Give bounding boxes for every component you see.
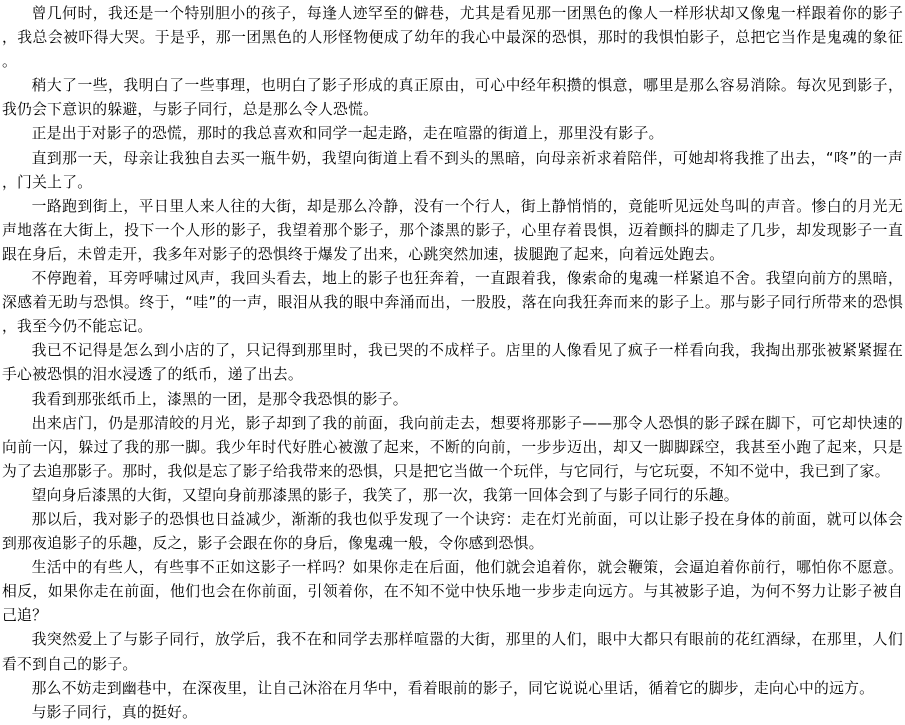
- paragraph: 我突然爱上了与影子同行，放学后，我不在和同学去那样喧嚣的大街，那里的人们，眼中大都只有眼前的花红酒绿，在那里，人们看不到自己的影子。: [2, 631, 903, 673]
- paragraph: 那么不妨走到幽巷中，在深夜里，让自己沐浴在月华中，看着眼前的影子，同它说说心里话，循着它的脚步，走向心中的远方。: [31, 679, 875, 697]
- paragraph: 曾几何时，我还是一个特别胆小的孩子，每逢人迹罕至的僻巷，尤其是看见那一团黑色的像人一样形状却又像鬼一样跟着你的影子，我总会被吓得大哭。于是乎，那一团黑色的人形怪物便成了幼年的我心中最深的恐惧，那时的我惧怕影子，总把它当作是鬼魂的象征。: [2, 5, 903, 71]
- paragraph: 一路跑到街上，平日里人来人往的大街，却是那么冷静，没有一个行人，街上静悄悄的，竟能听见远处鸟叫的声音。惨白的月光无声地落在大街上，投下一个人形的影子，我望着那个影子，那个漆黑的影子，心里存着畏惧，迈着颤抖的脚走了几步，却发现影子一直跟在身后，未曾走开，我多年对影子的恐惧终于爆发了出来，心跳突然加速，拔腿跑了起来，向着远处跑去。: [2, 197, 903, 263]
- paragraph: 正是出于对影子的恐慌，那时的我总喜欢和同学一起走路，走在喧嚣的街道上，那里没有影子。: [31, 125, 664, 143]
- paragraph: 不停跑着，耳旁呼啸过风声，我回头看去，地上的影子也狂奔着，一直跟着我，像索命的鬼魂一样紧追不舍。我望向前方的黑暗，深感着无助与恐惧。终于，“哇”的一声，眼泪从我的眼中奔涌而出，一股股，落在向我狂奔而来的影子上。那与影子同行所带来的恐惧，我至今仍不能忘记。: [2, 270, 903, 336]
- paragraph: 那以后，我对影子的恐惧也日益减少，渐渐的我也似乎发现了一个诀窍：走在灯光前面，可以让影子投在身体的前面，就可以体会到那夜追影子的乐趣，反之，影子会跟在你的身后，像鬼魂一般，令你感到恐惧。: [2, 510, 903, 553]
- paragraph: 我看到那张纸币上，漆黑的一团，是那令我恐惧的影子。: [31, 390, 408, 408]
- paragraph: 直到那一天，母亲让我独自去买一瓶牛奶，我望向街道上看不到头的黑暗，向母亲祈求着陪伴，可她却将我推了出去，“咚”的一声，门关上了。: [2, 149, 903, 191]
- paragraph: 望向身后漆黑的大街，又望向身前那漆黑的影子，我笑了，那一次，我第一回体会到了与影子同行的乐趣。: [31, 486, 739, 504]
- paragraph: 与影子同行，真的挺好。: [31, 703, 198, 721]
- paragraph: 生活中的有些人，有些事不正如这影子一样吗？如果你走在后面，他们就会追着你，就会鞭策，会逼迫着你前行，哪怕你不愿意。相反，如果你走在前面，他们也会在你前面，引领着你，在不知不觉中快乐地一步步走向远方。与其被影子追，为何不努力让影子被自己追？: [2, 559, 903, 625]
- paragraph: 我已不记得是怎么到小店的了，只记得到那里时，我已哭的不成样子。店里的人像看见了疯子一样看向我，我掏出那张被紧紧握在手心被恐惧的泪水浸透了的纸币，递了出去。: [2, 342, 903, 384]
- paragraph: 出来店门，仍是那清皎的月光，影子却到了我的前面，我向前走去，想要将那影子——那令人恐惧的影子踩在脚下，可它却快速的向前一闪，躲过了我的那一脚。我少年时代好胜心被激了起来，不断的向前，一步步迈出，却又一脚脚踩空，我甚至小跑了起来，只是为了去追那影子。那时，我似是忘了影子给我带来的恐惧，只是把它当做一个玩伴，与它同行，与它玩耍，不知不觉中，我已到了家。: [2, 414, 903, 480]
- paragraph: 稍大了一些，我明白了一些事理，也明白了影子形成的真正原由，可心中经年积攒的惧意，哪里是那么容易消除。每次见到影子，我仍会下意识的躲避，与影子同行，总是那么令人恐慌。: [2, 77, 903, 119]
